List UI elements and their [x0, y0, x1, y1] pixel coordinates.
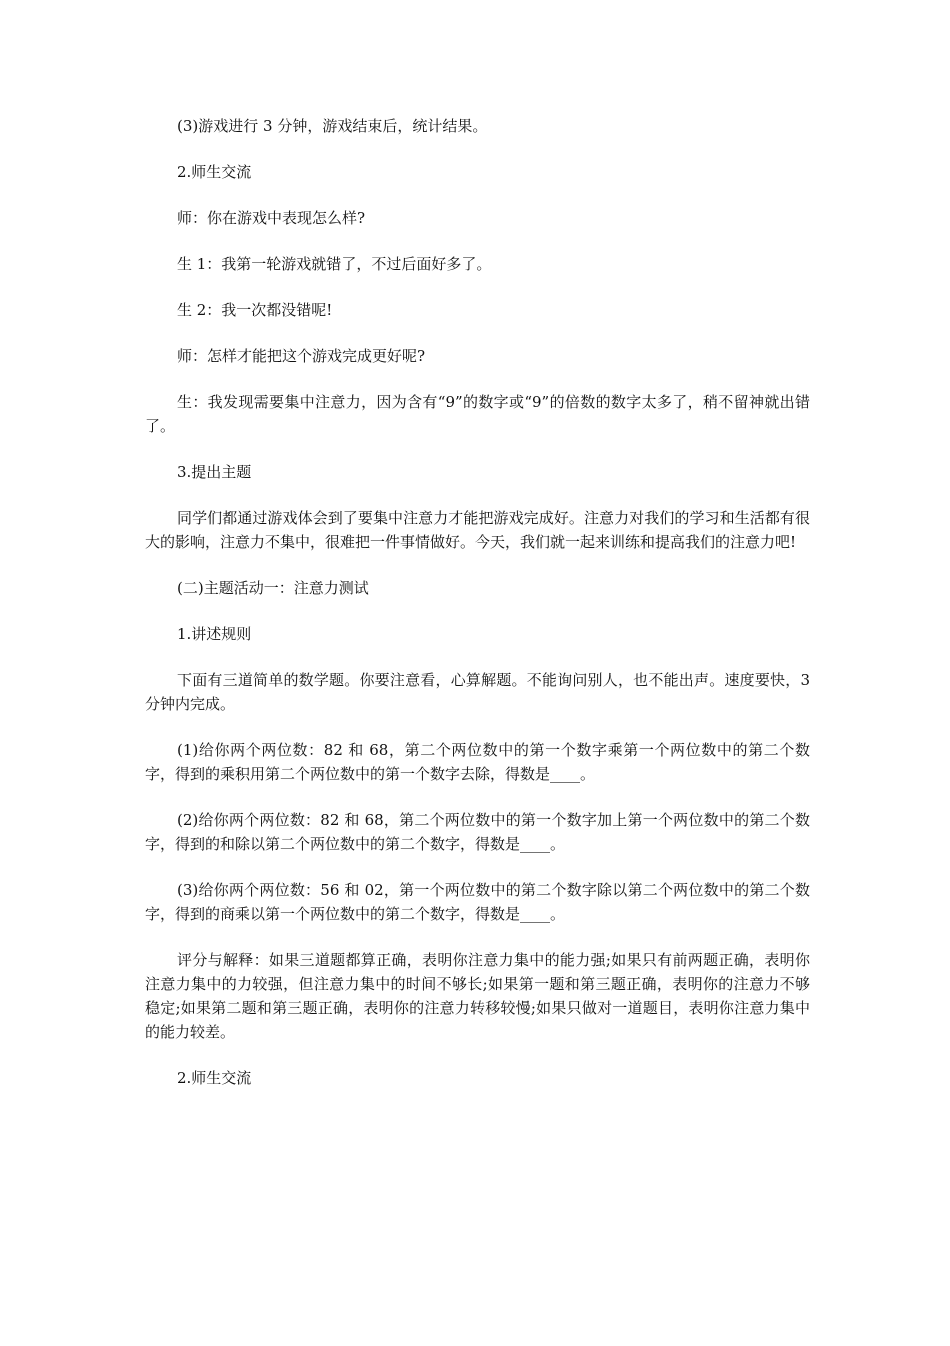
dialogue-teacher-followup: 师：怎样才能把这个游戏完成更好呢? — [177, 347, 426, 365]
section-heading-teacher-student-exchange: 2.师生交流 — [177, 163, 252, 181]
game-step-3: (3)游戏进行 3 分钟，游戏结束后，统计结果。 — [177, 117, 488, 135]
math-question-2: (2)给你两个两位数：82 和 68，第二个两位数中的第一个数字加上第一个两位数中的第二个数字，得到的和除以第二个两位数中的第二个数字，得数是____。 — [145, 811, 810, 853]
dialogue-student-answer: 生：我发现需要集中注意力，因为含有“9”的数字或“9”的倍数的数字太多了，稍不留神就出错了。 — [145, 393, 810, 435]
scoring-explanation: 评分与解释：如果三道题都算正确，表明你注意力集中的能力强;如果只有前两题正确，表明你注意力集中的力较强，但注意力集中的时间不够长;如果第一题和第三题正确，表明你的注意力不够稳定;如果第二题和第三题正确，表明你的注意力转移较慢;如果只做对一道题目，表明你注意力集中的能力较差。 — [145, 951, 810, 1041]
section-heading-introduce-topic: 3.提出主题 — [177, 463, 252, 481]
dialogue-teacher-question: 师：你在游戏中表现怎么样? — [177, 209, 366, 227]
dialogue-student-2: 生 2：我一次都没错呢! — [177, 301, 333, 319]
dialogue-student-1: 生 1：我第一轮游戏就错了，不过后面好多了。 — [177, 255, 492, 273]
document-page — [145, 114, 815, 1112]
section-heading-teacher-student-exchange-2: 2.师生交流 — [177, 1069, 252, 1087]
section-heading-rules: 1.讲述规则 — [177, 625, 252, 643]
math-question-1: (1)给你两个两位数：82 和 68，第二个两位数中的第一个数字乘第一个两位数中的第二个数字，得到的乘积用第二个两位数中的第一个数字去除，得数是____。 — [145, 741, 810, 783]
math-question-3: (3)给你两个两位数：56 和 02，第一个两位数中的第二个数字除以第二个两位数中的第二个数字，得到的商乘以第一个两位数中的第二个数字，得数是____。 — [145, 881, 810, 923]
topic-introduction: 同学们都通过游戏体会到了要集中注意力才能把游戏完成好。注意力对我们的学习和生活都有很大的影响，注意力不集中，很难把一件事情做好。今天，我们就一起来训练和提高我们的注意力吧! — [145, 509, 810, 551]
section-heading-activity-one: (二)主题活动一：注意力测试 — [177, 579, 369, 597]
rules-description: 下面有三道简单的数学题。你要注意看，心算解题。不能询问别人，也不能出声。速度要快，3 分钟内完成。 — [145, 671, 815, 713]
